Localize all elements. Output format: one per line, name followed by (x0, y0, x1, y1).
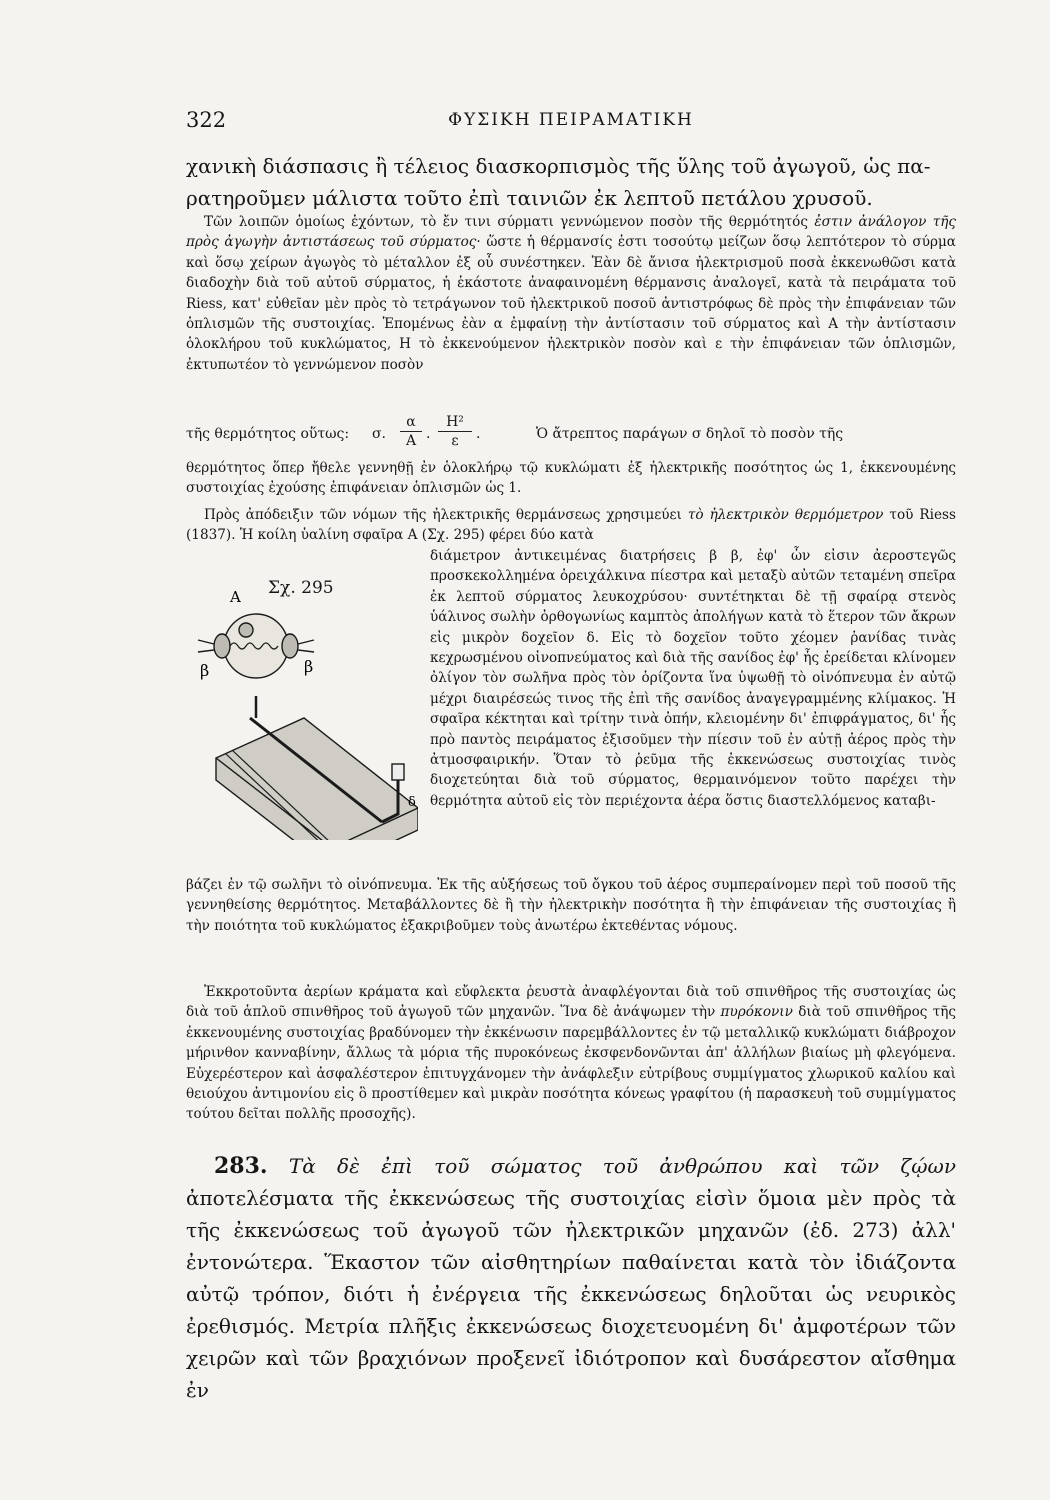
running-title: ΦΥΣΙΚΗ ΠΕΙΡΑΜΑΤΙΚΗ (448, 110, 694, 130)
text-run: τοῦ Riess (1837). Ἡ κοίλη ὑαλίνη σφαῖρα A (Σχ. 295) φέρει δύο κατὰ (186, 507, 956, 544)
paragraph-thermometer-intro (186, 505, 956, 546)
fraction-a-over-A: $\frac{\alpha}{A}$ (400, 414, 422, 449)
label-delta: δ (408, 795, 416, 810)
text-block: διάμετρον ἀντικειμένας διατρήσεις β β, ἐφ' ὧν εἰσιν ἀεροστεγῶς προσκεκολλημένα ὀρειχάλκινα πίεστρα καὶ μεταξὺ αὐτῶν τεταμένη σπεῖρα ἐκ λεπτοῦ σύρματος λευκοχρύσου· συντέτηκται δὲ τῇ σφαίρᾳ στενὸς ὑάλινος σωλὴν ὀρθογωνίως καμπτὸς ἀπολήγων κατὰ τὸ ἕτερον τῶν ἄκρων εἰς μικρὸν δοχεῖον δ. Εἰς τὸ δοχεῖον τοῦτο χέομεν ῥανίδας τινὰς κεχρωσμένου οἰνοπνεύματος καὶ διὰ τῆς σανίδος ἐφ' ἧς ἐρείδεται κλίνομεν ὀλίγον τὸν σωλῆνα πρὸς τὸν ὁρίζοντα ἵνα ὑψωθῇ τὸ οἰνόπνευμα ἐν αὐτῷ μέχρι διαιρέσεώς τινος τῆς ἐπὶ τῆς σανίδος ἀναγεγραμμένης κλίμακος. Ἡ σφαῖρα κέκτηται καὶ τρίτην τινὰ ὀπήν, κλειομένην δι' ἐπιφράγματος, δι' ἧς πρὸ παντὸς πειράματος ἐξισοῦμεν τὴν πίεσιν τοῦ ἐν αὐτῇ ἀέρος πρὸς τὴν ἀτμοσφαιρικήν. Ὅταν τὸ ῥεῦμα τῆς ἐκκενώσεως συστοιχίας τινὸς διοχετεύηται διὰ τοῦ σύρματος, θερμαινόμενον τοῦτο παρέχει τὴν θερμότητα αὐτοῦ εἰς τὸν περιέχοντα ἀέρα ὅστις διαστελλόμενος καταβι- (430, 548, 956, 809)
brass-clamp-right (282, 634, 298, 658)
text-block: θερμότητος ὅπερ ἤθελε γεννηθῇ ἐν ὁλοκλήρῳ τῷ κυκλώματι ἐξ ἠλεκτρικῆς ποσότητος ὡς 1, ἐκκενουμένης συστοιχίας ἐχούσης ἐπιφάνειαν ὁπλισμῶν ὡς 1. (186, 460, 956, 497)
section-lead: Τὰ δὲ ἐπὶ τοῦ σώματος τοῦ ἀνθρώπου καὶ τῶν ζῴων (267, 1154, 956, 1178)
italic-text: ἐστιν ἀνάλογον τῆς πρὸς ἀγωγὴν ἀντιστάσεως τοῦ σύρματος· (186, 214, 957, 251)
text-line: χανικὴ διάσπασις ἢ τέλειος διασκορπισμὸς τῆς ὕλης τοῦ ἀγωγοῦ, ὡς πα- (186, 154, 931, 178)
paragraph-thermometer-end (186, 875, 956, 936)
formula-symbol: σ. (372, 426, 387, 442)
riess-thermometer-illustration (186, 568, 418, 840)
formula-dot: . (426, 426, 431, 442)
label-A: A (230, 588, 241, 606)
section-283 (186, 1150, 956, 1406)
label-beta-left: β (200, 661, 210, 680)
paragraph-ignition (186, 982, 956, 1125)
paragraph-constant (186, 458, 956, 499)
text-run: Τῶν λοιπῶν ὁμοίως ἐχόντων, τὸ ἔν τινι σύρματι γεννώμενον ποσὸν τῆς θερμότητός (204, 214, 815, 230)
italic-text: τὸ ἠλεκτρικὸν θερμόμετρον (687, 507, 884, 523)
text-run: ἀποτελέσματα τῆς ἐκκενώσεως τῆς συστοιχίας εἰσὶν ὅμοια μὲν πρὸς τὰ τῆς ἐκκενώσεως τοῦ ἀγωγοῦ τῶν ἠλεκτρικῶν μηχανῶν (ἐδ. 273) ἀλλ' ἐντονώτερα. Ἕκαστον τῶν αἰσθητηρίων παθαίνεται κατὰ τὸν ἰδιάζοντα αὐτῷ τρόπον, διότι ἡ ἐνέργεια τῆς ἐκκενώσεως δηλοῦται ὡς νευρικὸς ἐρεθισμός. Μετρία πλῆξις ἐκκενώσεως διοχετευομένη δι' ἀμφοτέρων τῶν χειρῶν καὶ τῶν βραχιόνων προξενεῖ ἰδιότροπον καὶ δυσάρεστον αἴσθημα ἐν (186, 1186, 956, 1402)
fraction-H2-over-e: $\frac{\text{H²}}{\varepsilon}$ (438, 414, 472, 449)
text-block: βάζει ἐν τῷ σωλῆνι τὸ οἰνόπνευμα. Ἐκ τῆς αὐξήσεως τοῦ ὄγκου τοῦ ἀέρος συμπεραίνομεν περὶ τοῦ ποσοῦ τῆς γεννηθείσης θερμότητος. Μεταβάλλοντες δὲ ἢ τὴν ἠλεκτρικὴν ποσότητα ἢ τὴν ἐπιφάνειαν τῆς συστοιχίας ἢ τὴν ποιότητα τοῦ κυκλώματος ἐξακριβοῦμεν τοὺς ἀνωτέρω ἐκτεθέντας νόμους. (186, 877, 956, 934)
brass-clamp-left (214, 634, 230, 658)
reservoir-vessel (392, 764, 404, 780)
page-header (186, 108, 956, 138)
page-number: 322 (186, 108, 227, 132)
figure-caption: Σχ. 295 (268, 578, 334, 598)
text-line: ρατηροῦμεν μάλιστα τοῦτο ἐπὶ ταινιῶν ἐκ λεπτοῦ πετάλου χρυσοῦ. (186, 186, 873, 210)
text-run: Ἐκκροτοῦντα ἀερίων κράματα καὶ εὔφλεκτα ῥευστὰ ἀναφλέγονται διὰ τοῦ σπινθῆρος τῆς συστοιχίας ὡς διὰ τοῦ ἁπλοῦ σπινθῆρος τοῦ ἀγωγοῦ τῶν μηχανῶν. Ἵνα δὲ ἀνάψωμεν τὴν (186, 984, 956, 1021)
paragraph-heating-law (186, 212, 956, 375)
paragraph-continuation (186, 150, 956, 214)
italic-text: πυρόκονιν (720, 1004, 793, 1021)
glass-sphere (224, 614, 288, 678)
figure-295 (186, 568, 418, 840)
figure-wrapped-text (430, 546, 956, 811)
label-beta-right: β (304, 657, 314, 676)
formula-dot: . (476, 426, 481, 442)
text-run: Πρὸς ἀπόδειξιν τῶν νόμων τῆς ἠλεκτρικῆς θερμάνσεως χρησιμεύει (204, 507, 688, 523)
heat-formula (186, 410, 956, 460)
section-number: 283. (214, 1153, 268, 1179)
text-run: διὰ τοῦ σπινθῆρος τῆς ἐκκενουμένης συστοιχίας βραδύνομεν τὴν ἐκκένωσιν παρεμβάλλοντες ἐν τῷ μεταλλικῷ κυκλώματι διάβροχον μήρινθον κανναβίνην, ἄλλως τὰ μόρια τῆς πυροκόνεως ἐκσφενδονῶνται ἀπ' ἀλλήλων βιαίως μὴ φλεγόμενα. Εὐχερέστερον καὶ ἀσφαλέστερον ἐπιτυγχάνομεν τὴν ἀνάφλεξιν εὐτρίβους συμμίγματος χλωρικοῦ καλίου καὶ θειούχου ἀντιμονίου εἰς ὃ προστίθεμεν καὶ μικρὰν ποσότητα κόνεως γραφίτου (ἡ παρασκευὴ τοῦ συμμίγματος τούτου δεῖται πολλῆς προσοχῆς). (186, 1004, 956, 1123)
text-run: ὥστε ἡ θέρμανσίς ἐστι τοσούτῳ μείζων ὅσῳ λεπτότερον τὸ σύρμα καὶ ὅσῳ χείρων ἀγωγὸς τὸ μέταλλον ἐξ οὗ συνέστηκεν. Ἐὰν δὲ ἄνισα ἠλεκτρισμοῦ ποσὰ ἐκκενωθῶσι κατὰ διαδοχὴν διὰ τοῦ αὐτοῦ σύρματος, ἡ ἑκάστοτε ἀναφαινομένη θέρμανσις ἀναλογεῖ, κατὰ τὰ πειράματα τοῦ Riess, κατ' εὐθεῖαν μὲν πρὸς τὸ τετράγωνον τοῦ ἠλεκτρικοῦ ποσοῦ ἀντιστρόφως δὲ πρὸς τὴν ἐπιφάνειαν τῶν ὁπλισμῶν τῆς συστοιχίας. Ἑπομένως ἐὰν α ἐμφαίνῃ τὴν ἀντίστασιν τοῦ σύρματος καὶ A τὴν ἀντίστασιν ὁλοκλήρου τοῦ κυκλώματος, H τὸ ἐκκενούμενον ἠλεκτρικὸν ποσὸν καὶ ε τὴν ἐπιφάνειαν τῶν ὁπλισμῶν, ἐκτυπωτέον τὸ γεννώμενον ποσὸν (186, 234, 956, 373)
formula-lead: τῆς θερμότητος οὕτως: (186, 426, 350, 442)
formula-trail: Ὁ ἄτρεπτος παράγων σ δηλοῖ τὸ ποσὸν τῆς (536, 426, 844, 442)
